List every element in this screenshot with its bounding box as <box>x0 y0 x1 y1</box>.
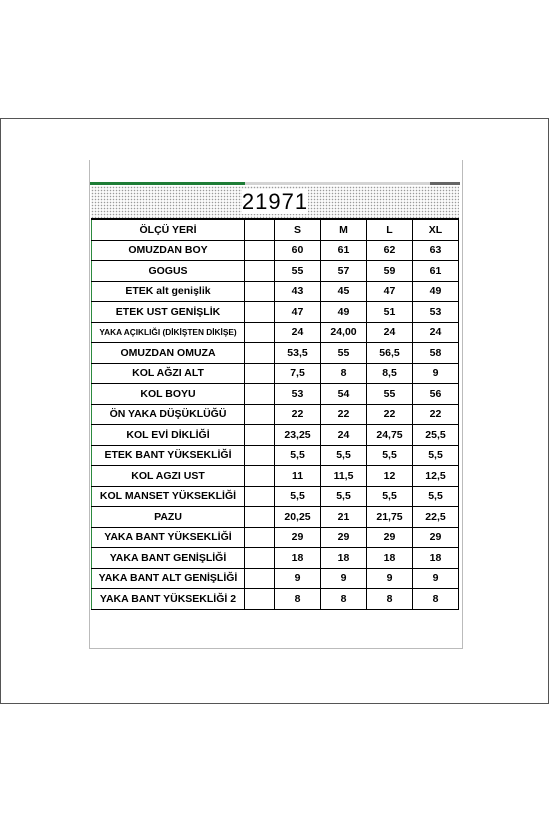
row-label: PAZU <box>92 507 245 528</box>
spacer-cell <box>245 220 275 241</box>
spacer-cell <box>245 240 275 261</box>
table-row <box>92 261 459 282</box>
value-cell: 49 <box>321 302 367 323</box>
size-chart-table <box>91 219 459 610</box>
value-cell: 45 <box>321 281 367 302</box>
value-cell: 23,25 <box>275 425 321 446</box>
value-cell: 22,5 <box>413 507 459 528</box>
value-cell: 47 <box>275 302 321 323</box>
value-cell: 8 <box>321 589 367 610</box>
header-size-xl: XL <box>413 220 459 241</box>
spacer-cell <box>245 302 275 323</box>
row-label: YAKA BANT GENİŞLİĞİ <box>92 548 245 569</box>
value-cell: 60 <box>275 240 321 261</box>
value-cell: 29 <box>275 527 321 548</box>
value-cell: 18 <box>321 548 367 569</box>
table-row <box>92 445 459 466</box>
spacer-cell <box>245 343 275 364</box>
value-cell: 11,5 <box>321 466 367 487</box>
value-cell: 29 <box>413 527 459 548</box>
row-label: OMUZDAN BOY <box>92 240 245 261</box>
spacer-cell <box>245 281 275 302</box>
value-cell: 51 <box>367 302 413 323</box>
value-cell: 5,5 <box>413 445 459 466</box>
table-row <box>92 466 459 487</box>
model-number-text: 21971 <box>241 189 309 214</box>
value-cell: 9 <box>321 568 367 589</box>
value-cell: 24,75 <box>367 425 413 446</box>
value-cell: 21 <box>321 507 367 528</box>
value-cell: 58 <box>413 343 459 364</box>
value-cell: 59 <box>367 261 413 282</box>
row-label: KOL BOYU <box>92 384 245 405</box>
spacer-cell <box>245 568 275 589</box>
value-cell: 56 <box>413 384 459 405</box>
value-cell: 25,5 <box>413 425 459 446</box>
value-cell: 24 <box>413 322 459 343</box>
value-cell: 22 <box>275 404 321 425</box>
value-cell: 9 <box>413 363 459 384</box>
table-row <box>92 527 459 548</box>
row-label: ETEK UST GENİŞLİK <box>92 302 245 323</box>
spacer-cell <box>245 527 275 548</box>
table-row <box>92 384 459 405</box>
value-cell: 8 <box>275 589 321 610</box>
value-cell: 62 <box>367 240 413 261</box>
table-row <box>92 507 459 528</box>
table-row <box>92 568 459 589</box>
sheet-top-bar <box>90 182 460 185</box>
value-cell: 24 <box>321 425 367 446</box>
value-cell: 55 <box>275 261 321 282</box>
value-cell: 11 <box>275 466 321 487</box>
table-header-row <box>92 220 459 241</box>
table-row <box>92 589 459 610</box>
row-label: YAKA BANT YÜKSEKLİĞİ 2 <box>92 589 245 610</box>
table-row <box>92 363 459 384</box>
row-label: KOL AGZI UST <box>92 466 245 487</box>
spacer-cell <box>245 404 275 425</box>
value-cell: 61 <box>413 261 459 282</box>
value-cell: 24,00 <box>321 322 367 343</box>
value-cell: 24 <box>367 322 413 343</box>
value-cell: 53 <box>413 302 459 323</box>
sheet-accent-bar <box>90 182 245 185</box>
value-cell: 5,5 <box>321 445 367 466</box>
header-size-s: S <box>275 220 321 241</box>
table-row <box>92 240 459 261</box>
row-label: GOGUS <box>92 261 245 282</box>
row-label: ETEK alt genişlik <box>92 281 245 302</box>
spacer-cell <box>245 589 275 610</box>
value-cell: 55 <box>367 384 413 405</box>
value-cell: 18 <box>275 548 321 569</box>
row-label: OMUZDAN OMUZA <box>92 343 245 364</box>
table-row <box>92 322 459 343</box>
value-cell: 24 <box>275 322 321 343</box>
header-size-l: L <box>367 220 413 241</box>
value-cell: 22 <box>367 404 413 425</box>
row-label: KOL EVİ DİKLİĞİ <box>92 425 245 446</box>
value-cell: 54 <box>321 384 367 405</box>
table-row <box>92 343 459 364</box>
value-cell: 5,5 <box>367 486 413 507</box>
value-cell: 5,5 <box>413 486 459 507</box>
value-cell: 18 <box>413 548 459 569</box>
value-cell: 53,5 <box>275 343 321 364</box>
value-cell: 20,25 <box>275 507 321 528</box>
header-measurement: ÖLÇÜ YERİ <box>92 220 245 241</box>
row-label: ÖN YAKA DÜŞÜKLÜĞÜ <box>92 404 245 425</box>
value-cell: 53 <box>275 384 321 405</box>
header-size-m: M <box>321 220 367 241</box>
title-cell <box>91 186 459 219</box>
value-cell: 9 <box>275 568 321 589</box>
value-cell: 8 <box>321 363 367 384</box>
value-cell: 29 <box>321 527 367 548</box>
value-cell: 5,5 <box>275 486 321 507</box>
value-cell: 47 <box>367 281 413 302</box>
spacer-cell <box>245 322 275 343</box>
spacer-cell <box>245 384 275 405</box>
model-number <box>91 186 459 218</box>
table-row <box>92 281 459 302</box>
value-cell: 22 <box>413 404 459 425</box>
spacer-cell <box>245 363 275 384</box>
value-cell: 7,5 <box>275 363 321 384</box>
spacer-cell <box>245 425 275 446</box>
value-cell: 8 <box>413 589 459 610</box>
table-row <box>92 302 459 323</box>
value-cell: 61 <box>321 240 367 261</box>
value-cell: 21,75 <box>367 507 413 528</box>
value-cell: 8 <box>367 589 413 610</box>
value-cell: 5,5 <box>275 445 321 466</box>
row-label: YAKA AÇIKLIĞI (DİKİŞTEN DİKİŞE) <box>92 322 245 343</box>
value-cell: 5,5 <box>321 486 367 507</box>
value-cell: 56,5 <box>367 343 413 364</box>
value-cell: 12 <box>367 466 413 487</box>
table-row <box>92 425 459 446</box>
value-cell: 63 <box>413 240 459 261</box>
spacer-cell <box>245 486 275 507</box>
table-row <box>92 486 459 507</box>
spacer-cell <box>245 466 275 487</box>
row-label: YAKA BANT ALT GENİŞLİĞİ <box>92 568 245 589</box>
sheet-accent-bar-dark <box>430 182 460 185</box>
spacer-cell <box>245 445 275 466</box>
row-label: KOL MANSET YÜKSEKLİĞİ <box>92 486 245 507</box>
value-cell: 12,5 <box>413 466 459 487</box>
value-cell: 8,5 <box>367 363 413 384</box>
value-cell: 9 <box>367 568 413 589</box>
row-label: KOL AĞZI ALT <box>92 363 245 384</box>
spacer-cell <box>245 548 275 569</box>
value-cell: 57 <box>321 261 367 282</box>
value-cell: 29 <box>367 527 413 548</box>
value-cell: 22 <box>321 404 367 425</box>
value-cell: 5,5 <box>367 445 413 466</box>
row-label: YAKA BANT YÜKSEKLİĞİ <box>92 527 245 548</box>
value-cell: 43 <box>275 281 321 302</box>
row-label: ETEK BANT YÜKSEKLİĞİ <box>92 445 245 466</box>
value-cell: 18 <box>367 548 413 569</box>
table-row <box>92 404 459 425</box>
value-cell: 9 <box>413 568 459 589</box>
table-row <box>92 548 459 569</box>
value-cell: 55 <box>321 343 367 364</box>
spacer-cell <box>245 261 275 282</box>
spacer-cell <box>245 507 275 528</box>
value-cell: 49 <box>413 281 459 302</box>
